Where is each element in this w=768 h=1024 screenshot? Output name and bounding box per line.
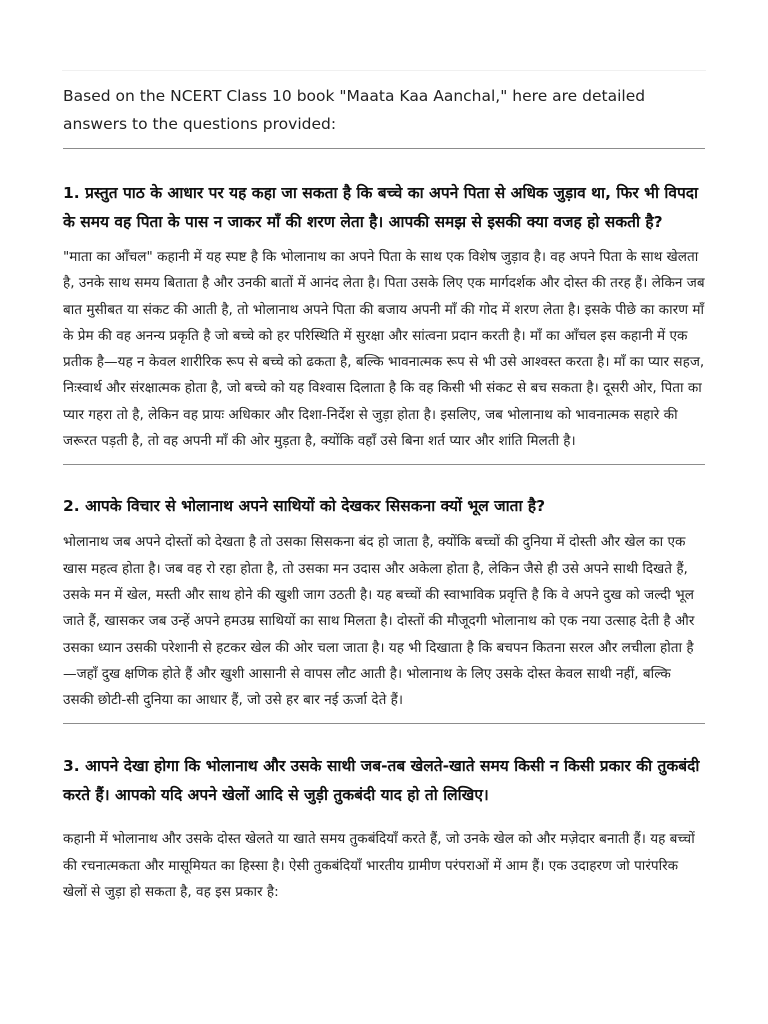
document-content [63,82,705,905]
question-2: 2. आपके विचार से भोलानाथ अपने साथियों को देखकर सिसकना क्यों भूल जाता है? [63,497,546,516]
question-1: 1. प्रस्तुत पाठ के आधार पर यह कहा जा सकता है कि बच्चे का अपने पिता से अधिक जुड़ाव था, फिर भी विपदा के समय वह पिता के पास न जाकर माँ की शरण लेता है। आपकी समझ से इसकी क्या वजह हो सकती है? [63,184,699,231]
section-divider [63,723,705,724]
section-divider [63,464,705,465]
top-divider [62,70,706,71]
answer-3: कहानी में भोलानाथ और उसके दोस्त खेलते या खाते समय तुकबंदियाँ करते हैं, जो उनके खेल को और मज़ेदार बनाती हैं। यह बच्चों की रचनात्मकता और मासूमियत का हिस्सा है। ऐसी तुकबंदियाँ भारतीय ग्रामीण परंपराओं में आम हैं। एक उदाहरण जो पारंपरिक खेलों से जुड़ा हो सकता है, वह इस प्रकार है: [63,831,695,901]
intro-text: Based on the NCERT Class 10 book "Maata Kaa Aanchal," here are detailed answers to the questions provided: [63,87,646,133]
section-divider [63,148,705,149]
question-3: 3. आपने देखा होगा कि भोलानाथ और उसके साथी जब-तब खेलते-खाते समय किसी न किसी प्रकार की तुकबंदी करते हैं। आपको यदि अपने खेलों आदि से जुड़ी तुकबंदी याद हो तो लिखिए। [63,757,700,805]
answer-1: "माता का आँचल" कहानी में यह स्पष्ट है कि भोलानाथ का अपने पिता के साथ एक विशेष जुड़ाव है। वह अपने पिता के साथ खेलता है, उनके साथ समय बिताता है और उनकी बातों में आनंद लेता है। पिता उसके लिए एक मार्गदर्शक और दोस्त की तरह हैं। लेकिन जब बात मुसीबत या संकट की आती है, तो भोलानाथ अपने पिता की बजाय अपनी माँ की गोद में शरण लेता है। इसके पीछे का कारण माँ के प्रेम की वह अनन्य प्रकृति है जो बच्चे को हर परिस्थिति में सुरक्षा और सांत्वना प्रदान करती है। माँ का आँचल इस कहानी में एक प्रतीक है—यह न केवल शारीरिक रूप से बच्चे को ढकता है, बल्कि भावनात्मक रूप से भी उसे आश्वस्त करता है। माँ का प्यार सहज, निःस्वार्थ और संरक्षात्मक होता है, जो बच्चे को यह विश्वास दिलाता है कि वह किसी भी संकट से बच सकता है। दूसरी ओर, पिता का प्यार गहरा तो है, लेकिन वह प्रायः अधिकार और दिशा-निर्देश से जुड़ा होता है। इसलिए, जब भोलानाथ को भावनात्मक सहारे की जरूरत पड़ती है, तो वह अपनी माँ की ओर मुड़ता है, क्योंकि वहाँ उसे बिना शर्त प्यार और शांति मिलती है। [63,249,705,450]
answer-2: भोलानाथ जब अपने दोस्तों को देखता है तो उसका सिसकना बंद हो जाता है, क्योंकि बच्चों की दुनिया में दोस्ती और खेल का एक खास महत्व होता है। जब वह रो रहा होता है, तो उसका मन उदास और अकेला होता है, लेकिन जैसे ही उसे अपने साथी दिखते हैं, उसके मन में खेल, मस्ती और साथ होने की खुशी जाग उठती है। यह बच्चों की स्वाभाविक प्रवृत्ति है कि वे अपने दुख को जल्दी भूल जाते हैं, खासकर जब उन्हें अपने हमउम्र साथियों का साथ मिलता है। दोस्तों की मौजूदगी भोलानाथ को एक नया उत्साह देती है और उसका ध्यान उसकी परेशानी से हटकर खेल की ओर चला जाता है। यह भी दिखाता है कि बचपन कितना सरल और लचीला होता है—जहाँ दुख क्षणिक होते हैं और खुशी आसानी से वापस लौट आती है। भोलानाथ के लिए उसके दोस्त केवल साथी नहीं, बल्कि उसकी छोटी-सी दुनिया का आधार हैं, जो उसे हर बार नई ऊर्जा देते हैं। [63,534,695,709]
